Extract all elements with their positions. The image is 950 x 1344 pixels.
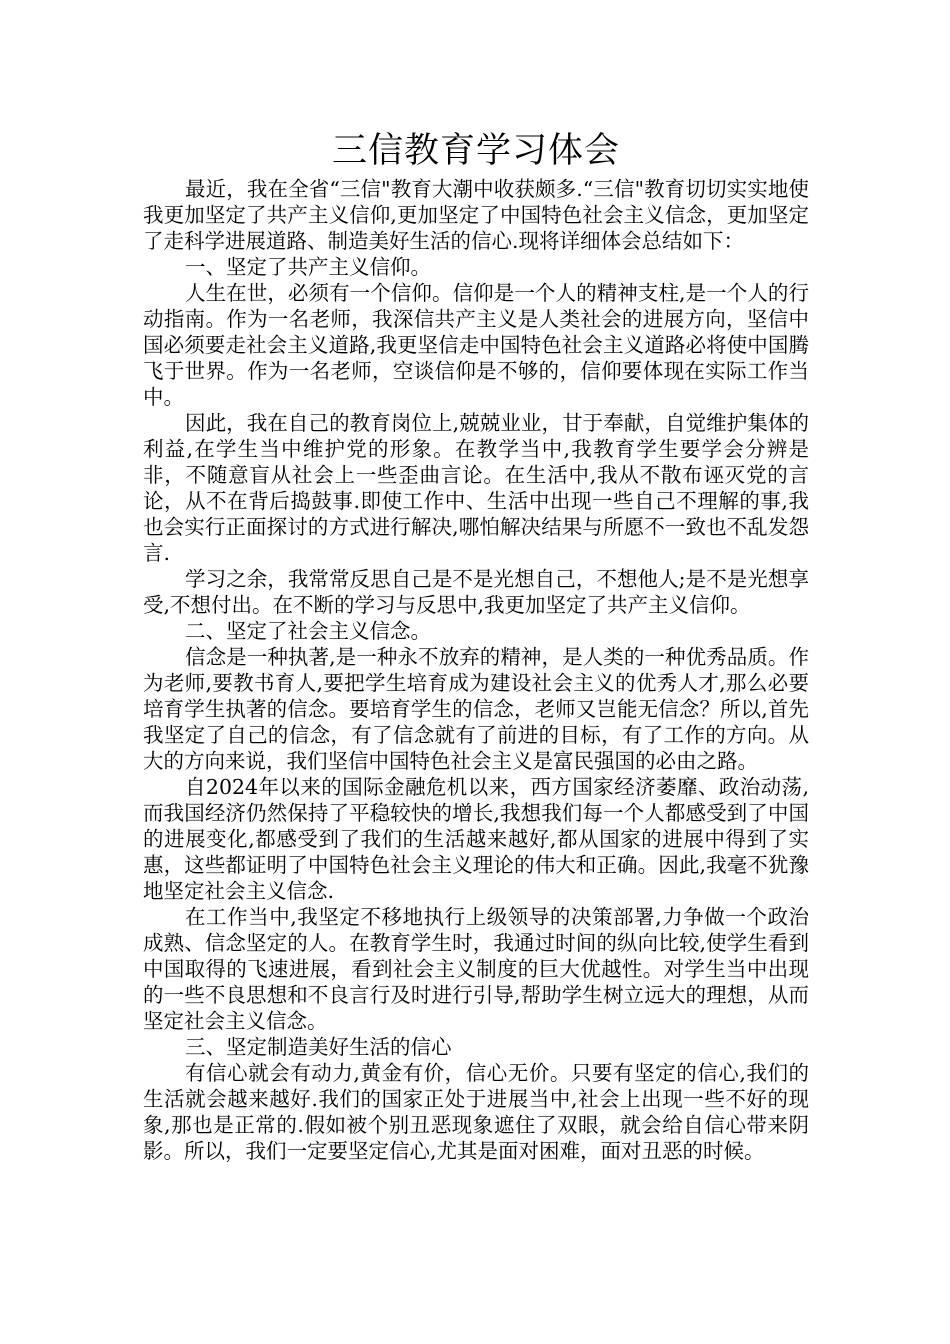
document-title: 三信教育学习体会 [331,131,620,171]
paragraph: 因此，我在自己的教育岗位上,兢兢业业，甘于奉献，自觉维护集体的利益,在学生当中维护党的形象。在教学当中,我教育学生要学会分辨是非，不随意盲从社会上一些歪曲言论。在生活中,我从不散布诬灭党的言论，从不在背后捣鼓事.即使工作中、生活中出现一些自己不理解的事,我也会实行正面探讨的方式进行解决,哪怕解决结果与所愿不一致也不乱发怨言. [143,411,809,565]
document-page [143,126,809,1164]
paragraph: 自2024年以来的国际金融危机以来，西方国家经济萎靡、政治动荡,而我国经济仍然保持了平稳较快的增长,我想我们每一个人都感受到了中国的进展变化,都感受到了我们的生活越来越好,都从国家的进展中得到了实惠，这些都证明了中国特色社会主义理论的伟大和正确。因此,我毫不犹豫地坚定社会主义信念. [143,775,809,903]
paragraph: 信念是一种执著,是一种永不放弃的精神，是人类的一种优秀品质。作为老师,要教书育人,要把学生培育成为建设社会主义的优秀人才,那么必要培育学生执著的信念。要培育学生的信念，老师又岂能无信念？所以,首先我坚定了自己的信念，有了信念就有了前进的目标，有了工作的方向。从大的方向来说，我们坚信中国特色社会主义是富民强国的必由之路。 [143,645,809,773]
paragraph: 有信心就会有动力,黄金有价，信心无价。只要有坚定的信心,我们的生活就会越来越好.我们的国家正处于进展当中,社会上出现一些不好的现象,那也是正常的.假如被个别丑恶现象遮住了双眼，就会给自信心带来阴影。所以，我们一定要坚定信心,尤其是面对困难，面对丑恶的时候。 [143,1061,809,1163]
paragraph-intro: 最近，我在全省“三信"教育大潮中收获颇多.“三信"教育切切实实地使我更加坚定了共产主义信仰,更加坚定了中国特色社会主义信念，更加坚定了走科学进展道路、制造美好生活的信心.现将详细体会总结如下： [143,177,809,253]
paragraph: 学习之余，我常常反思自己是不是光想自己，不想他人;是不是光想享受,不想付出。在不断的学习与反思中,我更加坚定了共产主义信仰。 [143,567,809,617]
paragraph: 人生在世，必须有一个信仰。信仰是一个人的精神支柱,是一个人的行动指南。作为一名老师，我深信共产主义是人类社会的进展方向，坚信中国必须要走社会主义道路,我更坚信走中国特色社会主义道路必将使中国腾飞于世界。作为一名老师，空谈信仰是不够的，信仰要体现在实际工作当中。 [143,281,809,409]
section-heading-1: 一、坚定了共产主义信仰。 [185,255,431,279]
paragraph: 在工作当中,我坚定不移地执行上级领导的决策部署,力争做一个政治成熟、信念坚定的人。在教育学生时，我通过时间的纵向比较,使学生看到中国取得的飞速进展，看到社会主义制度的巨大优越性。对学生当中出现的一些不良思想和不良言行及时进行引导,帮助学生树立远大的理想，从而坚定社会主义信念。 [143,905,809,1033]
section-heading-2: 二、坚定了社会主义信念。 [185,619,431,643]
section-heading-3: 三、坚定制造美好生活的信心 [185,1035,452,1059]
